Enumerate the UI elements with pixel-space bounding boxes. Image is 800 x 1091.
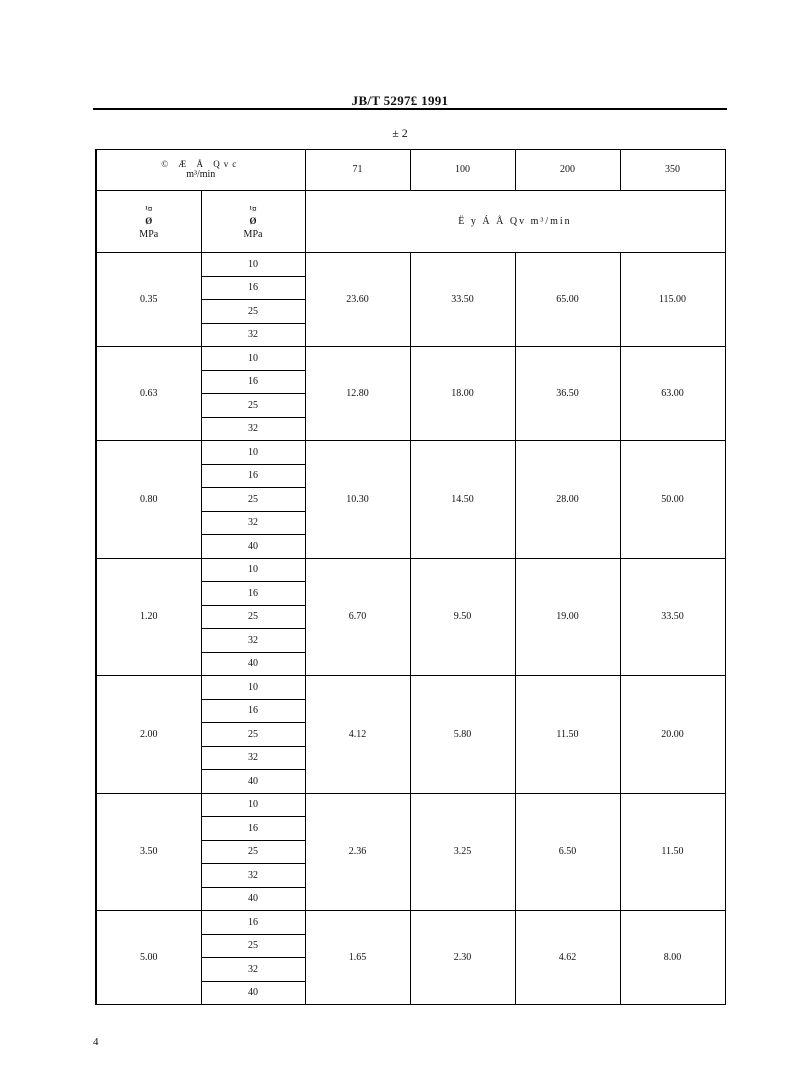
col2-header-glyph1: ¹¤ [249,203,257,214]
column-header-350: 350 [620,150,725,191]
flow-rate-label: Ë y Á Å Qv m³/min [305,191,725,253]
sub-pressure-cell: 16 [201,582,305,606]
flow-value-cell: 65.00 [515,253,620,347]
sub-pressure-cell: 40 [201,652,305,676]
sub-pressure-cell: 25 [201,840,305,864]
pressure-cell: 0.35 [96,253,201,347]
flow-value-cell: 36.50 [515,347,620,441]
sub-pressure-cell: 16 [201,276,305,300]
column-header-200: 200 [515,150,620,191]
table-row [96,676,725,700]
col2-header-unit: MPa [243,228,263,240]
flow-value-cell: 33.50 [410,253,515,347]
col2-header [201,191,305,253]
sub-pressure-cell: 25 [201,934,305,958]
sub-pressure-cell: 25 [201,605,305,629]
flow-value-cell: 11.50 [515,676,620,794]
flow-value-cell: 3.25 [410,793,515,911]
sub-pressure-cell: 32 [201,958,305,982]
sub-pressure-cell: 10 [201,253,305,277]
sub-pressure-cell: 10 [201,441,305,465]
flow-value-cell: 2.36 [305,793,410,911]
flow-value-cell: 2.30 [410,911,515,1005]
flow-value-cell: 63.00 [620,347,725,441]
sub-pressure-cell: 16 [201,464,305,488]
sub-pressure-cell: 16 [201,817,305,841]
sub-pressure-cell: 32 [201,511,305,535]
flow-value-cell: 28.00 [515,441,620,559]
col1-header-glyph2: Ø [145,215,153,226]
pressure-cell: 5.00 [96,911,201,1005]
table-row [96,347,725,371]
col1-header-unit: MPa [139,228,159,240]
sub-pressure-cell: 10 [201,676,305,700]
table-row [96,558,725,582]
pressure-cell: 3.50 [96,793,201,911]
sub-pressure-cell: 25 [201,394,305,418]
document-code-header: JB/T 5297£ 1991 [351,93,449,108]
sub-pressure-cell: 32 [201,864,305,888]
flow-value-cell: 6.70 [305,558,410,676]
table-row [96,253,725,277]
flow-value-cell: 12.80 [305,347,410,441]
pressure-cell: 2.00 [96,676,201,794]
table-row [96,441,725,465]
flow-value-cell: 6.50 [515,793,620,911]
table-row [96,793,725,817]
flow-value-cell: 4.62 [515,911,620,1005]
sub-pressure-cell: 40 [201,535,305,559]
pressure-cell: 0.80 [96,441,201,559]
sub-pressure-cell: 32 [201,629,305,653]
sub-pressure-cell: 32 [201,323,305,347]
flow-value-cell: 23.60 [305,253,410,347]
sub-pressure-cell: 25 [201,488,305,512]
flow-rate-table [95,149,726,1005]
sub-pressure-cell: 40 [201,981,305,1005]
sub-pressure-cell: 10 [201,793,305,817]
col1-header [96,191,201,253]
flow-value-cell: 18.00 [410,347,515,441]
page-number: 4 [93,1036,99,1048]
flow-value-cell: 10.30 [305,441,410,559]
sub-pressure-cell: 16 [201,911,305,935]
pressure-cell: 1.20 [96,558,201,676]
corner-unit: m³/min [186,169,216,181]
sub-pressure-cell: 16 [201,699,305,723]
flow-value-cell: 1.65 [305,911,410,1005]
sub-pressure-cell: 25 [201,723,305,747]
flow-value-cell: 9.50 [410,558,515,676]
header-rule [93,108,727,110]
corner-label: © Æ Å Qvc [161,159,241,170]
sub-pressure-cell: 10 [201,347,305,371]
flow-value-cell: 4.12 [305,676,410,794]
sub-pressure-cell: 25 [201,300,305,324]
sub-pressure-cell: 32 [201,417,305,441]
sub-pressure-cell: 40 [201,770,305,794]
flow-value-cell: 11.50 [620,793,725,911]
flow-value-cell: 20.00 [620,676,725,794]
flow-value-cell: 19.00 [515,558,620,676]
column-header-100: 100 [410,150,515,191]
flow-value-cell: 5.80 [410,676,515,794]
sub-pressure-cell: 40 [201,887,305,911]
flow-value-cell: 33.50 [620,558,725,676]
sub-pressure-cell: 32 [201,746,305,770]
flow-value-cell: 8.00 [620,911,725,1005]
table-title: ± 2 [392,126,408,140]
col2-header-glyph2: Ø [249,215,257,226]
col1-header-glyph1: ¹¤ [145,203,153,214]
flow-value-cell: 115.00 [620,253,725,347]
corner-header-cell [96,150,305,191]
column-header-71: 71 [305,150,410,191]
table-row [96,911,725,935]
pressure-cell: 0.63 [96,347,201,441]
flow-value-cell: 50.00 [620,441,725,559]
sub-pressure-cell: 16 [201,370,305,394]
flow-value-cell: 14.50 [410,441,515,559]
sub-pressure-cell: 10 [201,558,305,582]
